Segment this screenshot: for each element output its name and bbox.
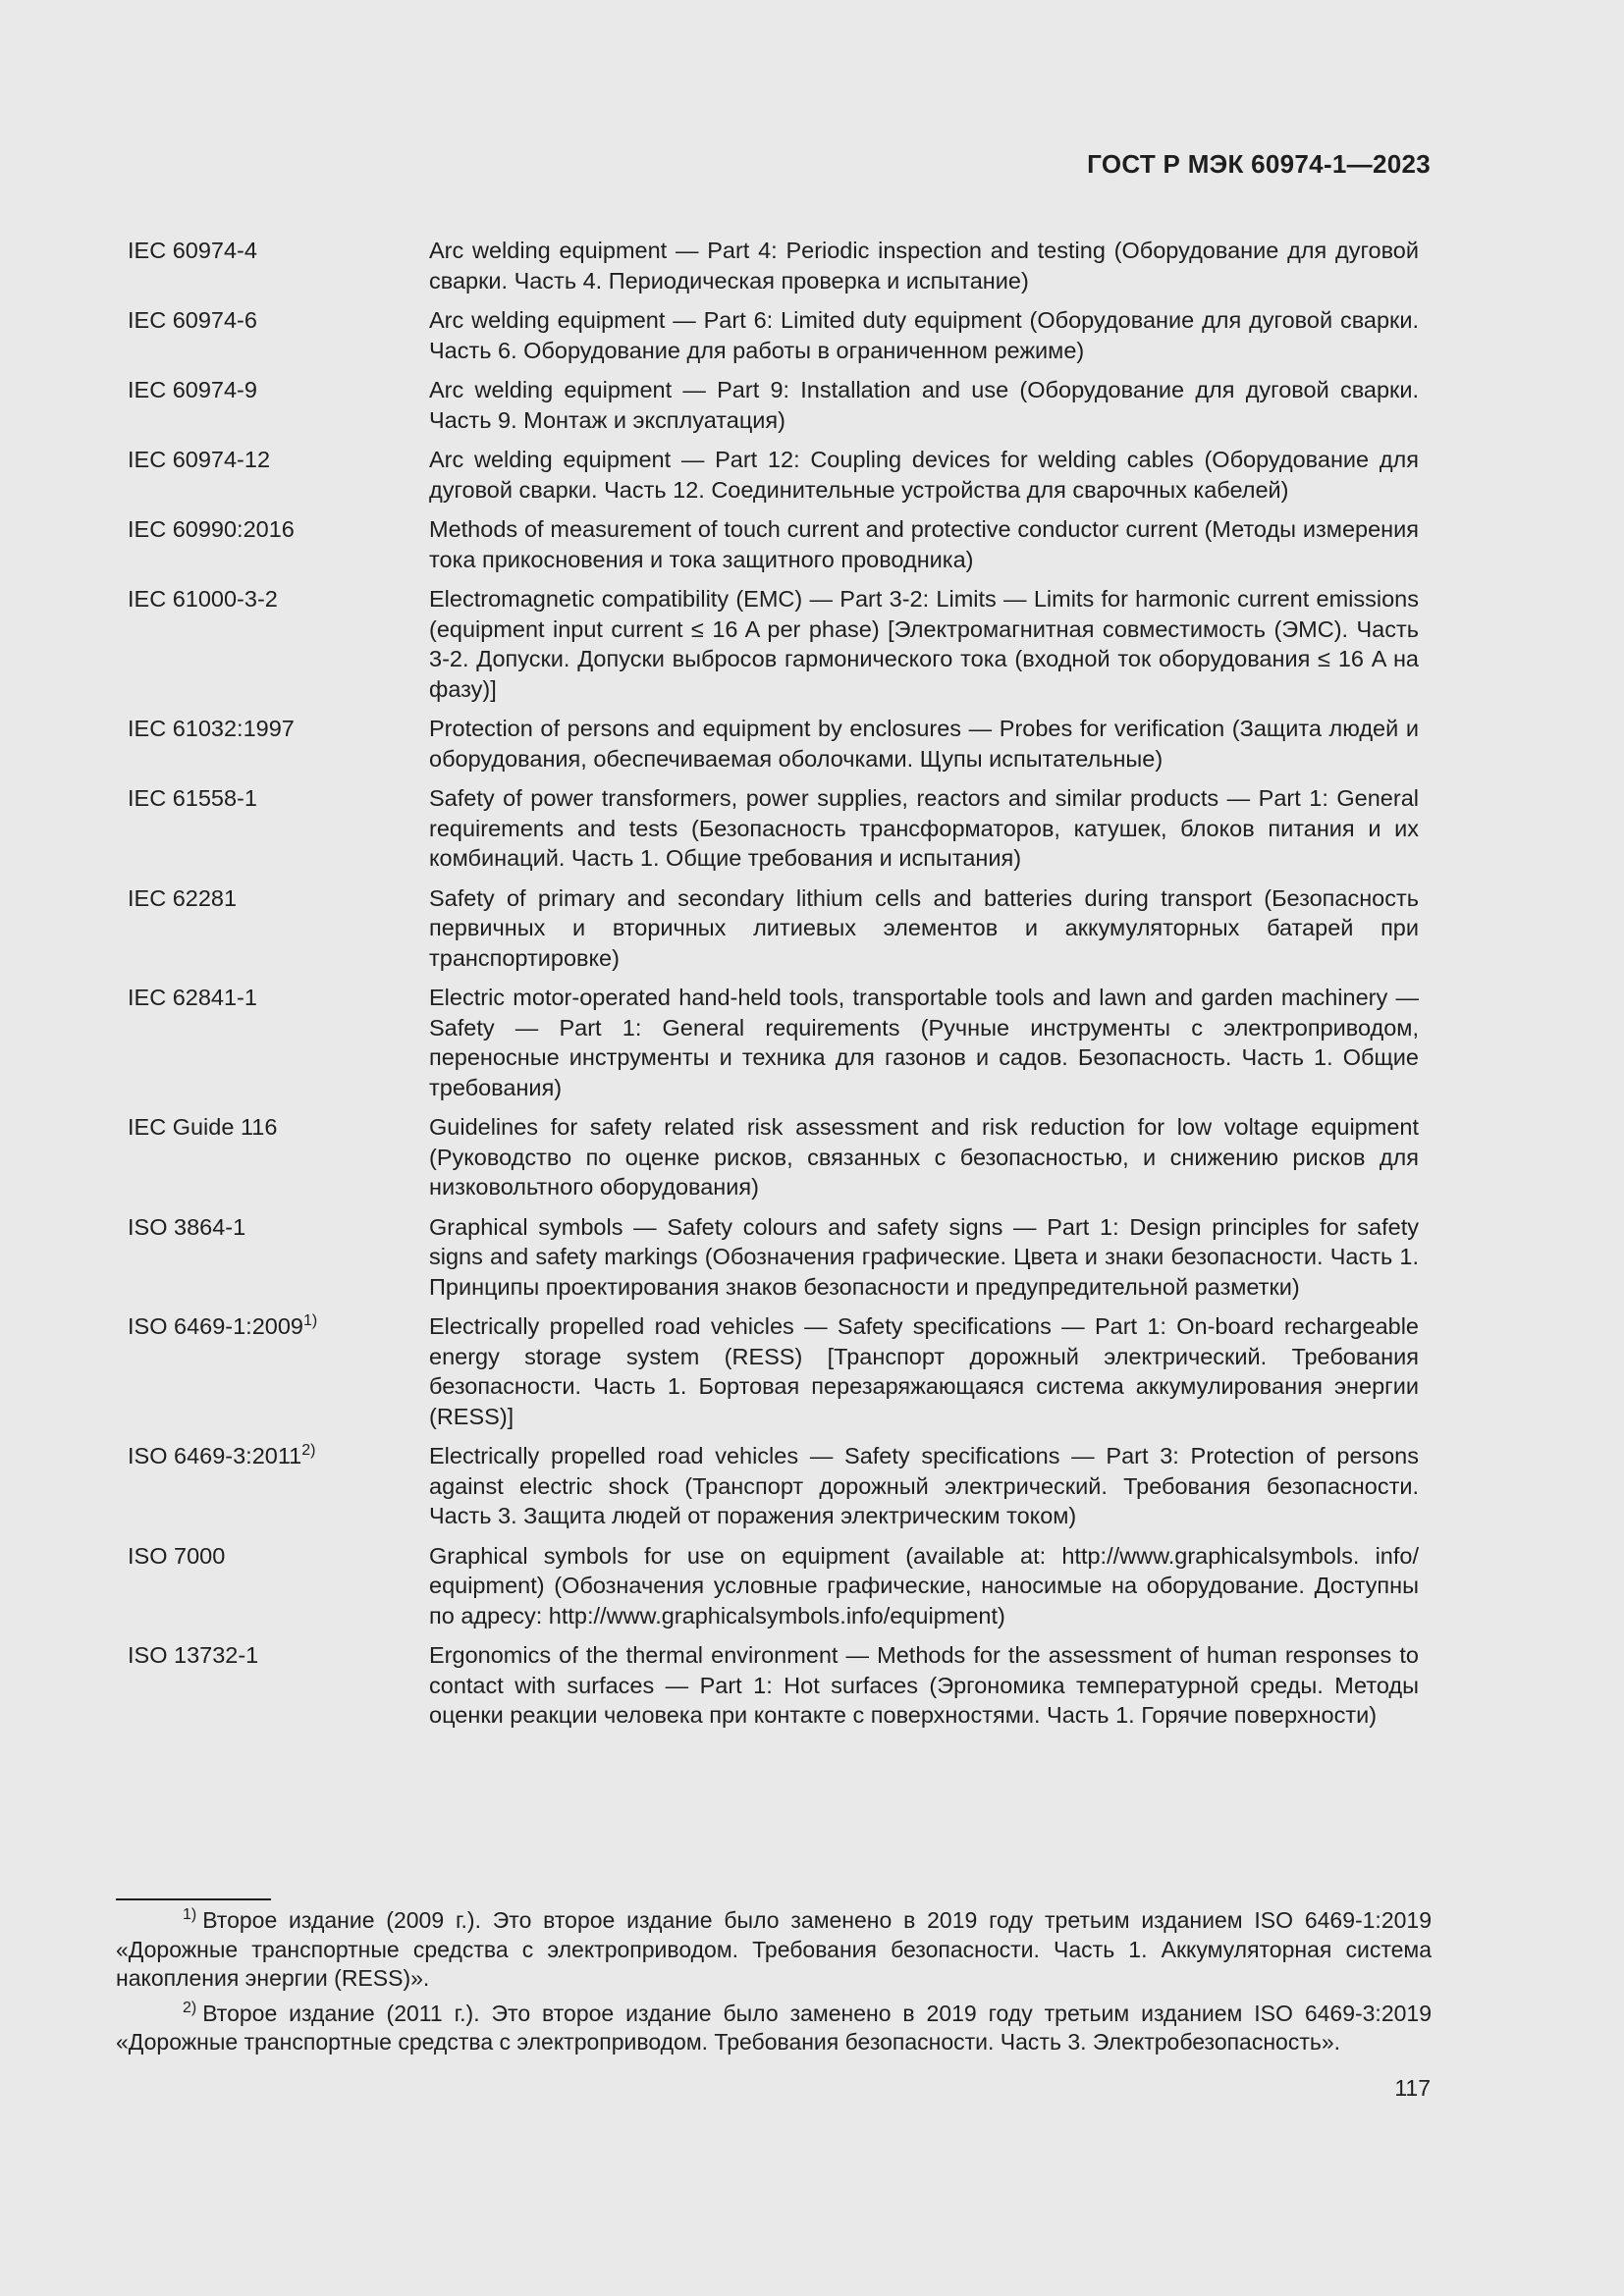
reference-row — [128, 1212, 1419, 1303]
reference-code: IEC 60974-6 — [128, 307, 257, 333]
reference-row — [128, 783, 1419, 874]
footnotes — [116, 1906, 1432, 2063]
page-header: ГОСТ Р МЭК 60974-1—2023 — [1087, 149, 1431, 179]
reference-row — [128, 714, 1419, 774]
reference-code: ISO 6469-3:2011$^{2)}$ — [128, 1442, 316, 1468]
reference-list — [128, 236, 1419, 1740]
reference-title: Arc welding equipment — Part 9: Installation and use (Оборудование для дуговой сварки. Часть 9. Монтаж и эксплуатация) — [429, 377, 1419, 433]
reference-code: IEC 60974-4 — [128, 238, 257, 263]
page-number: 117 — [1394, 2075, 1431, 2101]
reference-title: Arc welding equipment — Part 6: Limited duty equipment (Оборудование для дуговой сварки. Часть 6. Оборудование для работы в ограниченном режиме) — [429, 307, 1419, 363]
reference-title: Guidelines for safety related risk assessment and risk reduction for low voltage equipment (Руководство по оценке рисков, связанных с безопасностью, и снижению рисков для низковольтного оборудования) — [429, 1114, 1419, 1200]
reference-row — [128, 1311, 1419, 1431]
reference-code: IEC 60974-12 — [128, 447, 271, 472]
reference-row — [128, 236, 1419, 295]
reference-title: Arc welding equipment — Part 12: Coupling devices for welding cables (Оборудование для дуговой сварки. Часть 12. Соединительные устройства для сварочных кабелей) — [429, 447, 1419, 503]
reference-code: ISO 6469-1:2009$^{1)}$ — [128, 1312, 318, 1339]
reference-code: ISO 13732-1 — [128, 1642, 259, 1668]
reference-row — [128, 1541, 1419, 1631]
footnote-divider — [116, 1898, 271, 1900]
reference-row — [128, 375, 1419, 435]
reference-title: Safety of primary and secondary lithium cells and batteries during transport (Безопасность первичных и вторичных литиевых элементов и аккумуляторных батарей при транспортировке) — [429, 884, 1419, 971]
footnote-ref: 1) — [303, 1312, 318, 1329]
reference-title: Graphical symbols for use on equipment (available at: http://www.graphicalsymbols. info/ equipment) (Обозначения условные графические, наносимые на оборудование. Доступны по адресу: http://www.graphicalsymbols.info/equipment) — [429, 1542, 1419, 1629]
reference-title: Safety of power transformers, power supplies, reactors and similar products — Part 1: General requirements and tests (Безопасность трансформаторов, катушек, блоков питания и их комбинаций. Часть 1. Общие требования и испытания) — [429, 785, 1419, 871]
reference-title: Electrically propelled road vehicles — Safety specifications — Part 1: On-board rechargeable energy storage system (RESS) [Транспорт дорожный электрический. Требования безопасности. Часть 1. Бортовая перезаряжающаяся система аккумулирования энергии (RESS)] — [429, 1313, 1419, 1429]
reference-title: Arc welding equipment — Part 4: Periodic inspection and testing (Оборудование для дуговой сварки. Часть 4. Периодическая проверка и испытание) — [429, 238, 1419, 294]
reference-title: Protection of persons and equipment by enclosures — Probes for verification (Защита людей и оборудования, обеспечиваемая оболочками. Щупы испытательные) — [429, 716, 1419, 772]
footnote-mark: 1) — [183, 1906, 197, 1923]
reference-title: Graphical symbols — Safety colours and safety signs — Part 1: Design principles for safety signs and safety markings (Обозначения графические. Цвета и знаки безопасности. Часть 1. Принципы проектирования знаков безопасности и предупредительной разметки) — [429, 1213, 1419, 1300]
reference-title: Electrically propelled road vehicles — Safety specifications — Part 3: Protection of persons against electric shock (Транспорт дорожный электрический. Требования безопасности. Часть 3. Защита людей от поражения электрическим током) — [429, 1443, 1419, 1528]
reference-row — [128, 445, 1419, 505]
reference-title: Ergonomics of the thermal environment — Methods for the assessment of human responses to contact with surfaces — Part 1: Hot surfaces (Эргономика температурной среды. Методы оценки реакции человека при контакте с поверхностями. Часть 1. Горячие поверхности) — [429, 1642, 1419, 1728]
reference-code: IEC 61032:1997 — [128, 716, 295, 741]
reference-row — [128, 983, 1419, 1102]
reference-row — [128, 1112, 1419, 1202]
footnote-ref: 2) — [301, 1442, 316, 1459]
reference-row — [128, 514, 1419, 574]
reference-code: IEC 60974-9 — [128, 377, 257, 402]
reference-row — [128, 305, 1419, 365]
reference-row — [128, 1640, 1419, 1731]
reference-row — [128, 883, 1419, 974]
footnote-mark: 2) — [183, 1999, 197, 2016]
reference-code: IEC 60990:2016 — [128, 516, 295, 542]
reference-code: ISO 7000 — [128, 1542, 226, 1569]
reference-code: IEC 61558-1 — [128, 785, 257, 811]
footnote: $^{1)}$ Второе издание (2009 г.). Это второе издание было заменено в 2019 году третьим изданием ISO 6469-1:2019 «Дорожные транспортные средства с электроприводом. Требования безопасности. Часть 1. Аккумуляторная система накопления энергии (RESS)». — [116, 1906, 1432, 1991]
reference-code: IEC 61000-3-2 — [128, 586, 278, 612]
reference-code: ISO 3864-1 — [128, 1213, 246, 1240]
reference-title: Electric motor-operated hand-held tools, transportable tools and lawn and garden machinery — Safety — Part 1: General requirements (Ручные инструменты с электроприводом, переносные инструменты и техника для газонов и садов. Безопасность. Часть 1. Общие требования) — [429, 985, 1419, 1100]
reference-code: IEC 62841-1 — [128, 985, 257, 1010]
reference-title: Electromagnetic compatibility (EMC) — Part 3-2: Limits — Limits for harmonic current emissions (equipment input current ≤ 16 A per phase) [Электромагнитная совместимость (ЭМС). Часть 3-2. Допуски. Допуски выбросов гармонического тока (входной ток оборудования ≤ 16 A на фазу)] — [429, 586, 1419, 702]
reference-row — [128, 1441, 1419, 1531]
reference-row — [128, 584, 1419, 704]
footnote: $^{2)}$ Второе издание (2011 г.). Это второе издание было заменено в 2019 году третьим изданием ISO 6469-3:2019 «Дорожные транспортные средства с электроприводом. Требования безопасности. Часть 3. Электробезопасность». — [116, 1999, 1432, 2055]
reference-title: Methods of measurement of touch current and protective conductor current (Методы измерения тока прикосновения и тока защитного проводника) — [429, 516, 1419, 572]
reference-code: IEC Guide 116 — [128, 1114, 278, 1140]
reference-code: IEC 62281 — [128, 884, 238, 911]
